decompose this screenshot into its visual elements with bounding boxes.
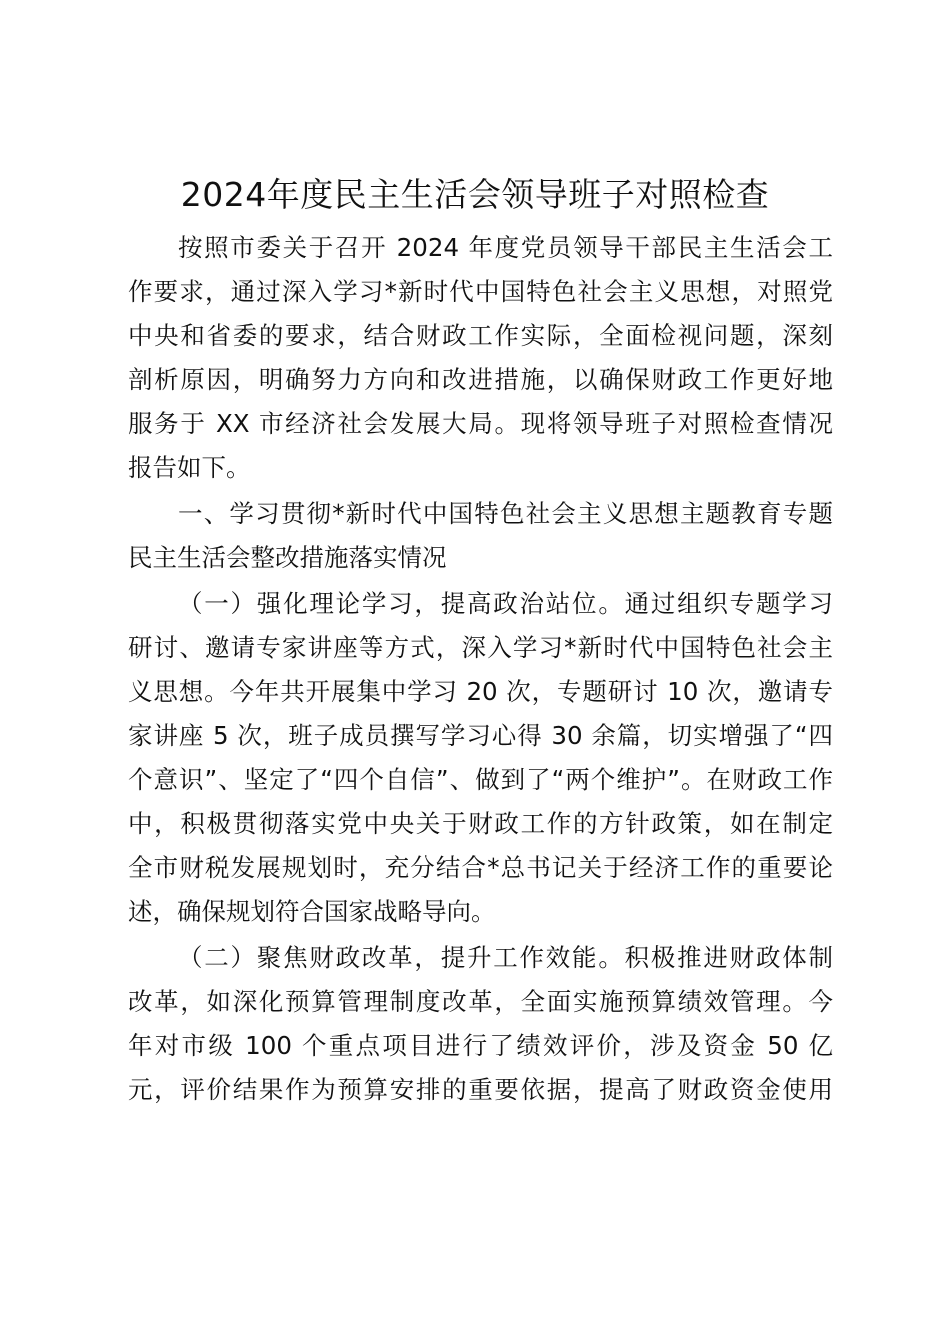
paragraph-line: 义思想。今年共开展集中学习 20 次，专题研讨 10 次，邀请专 — [128, 677, 833, 706]
paragraph-line: （二）聚焦财政改革，提升工作效能。积极推进财政体制 — [178, 943, 833, 972]
document-title: 2024年度民主生活会领导班子对照检查 — [180, 175, 770, 214]
paragraph-line: 个意识”、坚定了“四个自信”、做到了“两个维护”。在财政工作 — [128, 765, 833, 794]
section-heading-line: 民主生活会整改措施落实情况 — [128, 543, 447, 572]
paragraph-line: 报告如下。 — [128, 453, 251, 482]
paragraph-line: 研讨、邀请专家讲座等方式，深入学习*新时代中国特色社会主 — [128, 633, 833, 662]
paragraph-line: 全市财税发展规划时，充分结合*总书记关于经济工作的重要论 — [128, 853, 833, 882]
paragraph-line: （一）强化理论学习，提高政治站位。通过组织专题学习 — [178, 589, 833, 618]
paragraph-line: 作要求，通过深入学习*新时代中国特色社会主义思想，对照党 — [128, 277, 833, 306]
paragraph-line: 家讲座 5 次，班子成员撰写学习心得 30 余篇，切实增强了“四 — [128, 721, 833, 750]
section-heading-line: 一、学习贯彻*新时代中国特色社会主义思想主题教育专题 — [178, 499, 833, 528]
paragraph-line: 元，评价结果作为预算安排的重要依据，提高了财政资金使用 — [128, 1075, 833, 1104]
paragraph-line: 述，确保规划符合国家战略导向。 — [128, 897, 496, 926]
paragraph-line: 年对市级 100 个重点项目进行了绩效评价，涉及资金 50 亿 — [128, 1031, 833, 1060]
paragraph-line: 中央和省委的要求，结合财政工作实际，全面检视问题，深刻 — [128, 321, 833, 350]
paragraph-line: 服务于 XX 市经济社会发展大局。现将领导班子对照检查情况 — [128, 409, 833, 438]
paragraph-line: 剖析原因，明确努力方向和改进措施，以确保财政工作更好地 — [128, 365, 833, 394]
paragraph-line: 改革，如深化预算管理制度改革，全面实施预算绩效管理。今 — [128, 987, 833, 1016]
paragraph-line: 按照市委关于召开 2024 年度党员领导干部民主生活会工 — [178, 233, 833, 262]
paragraph-line: 中，积极贯彻落实党中央关于财政工作的方针政策，如在制定 — [128, 809, 833, 838]
